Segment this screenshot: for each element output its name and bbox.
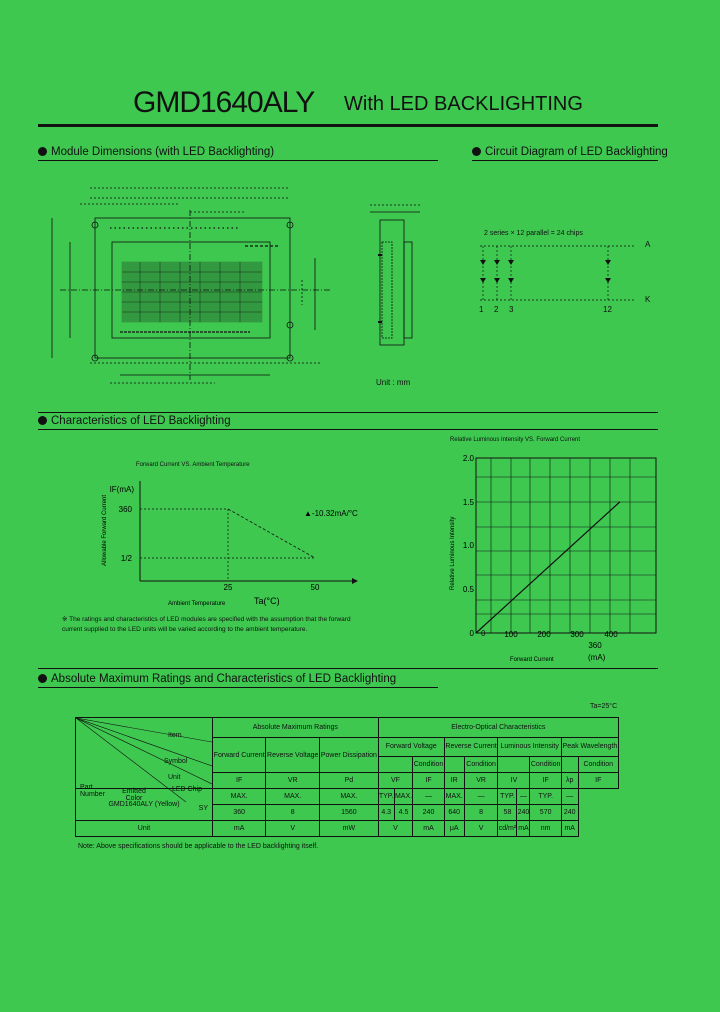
value-cell: 4.3 — [378, 804, 394, 820]
symbol-cell: λp — [561, 772, 578, 788]
chart2-xtick: 400 — [604, 630, 618, 639]
chart2-xlabel: Forward Current — [510, 657, 554, 663]
head-forward-current: Forward Current — [213, 738, 266, 772]
ratings-table — [75, 717, 619, 837]
bullet-icon — [38, 147, 47, 156]
title-rule — [38, 124, 658, 127]
chart2-plot — [440, 450, 660, 670]
unit-cell: cd/m² — [498, 820, 517, 836]
chip-number-3: 3 — [509, 305, 514, 314]
section-dimensions — [38, 146, 274, 158]
value-cell: 570 — [530, 804, 561, 820]
symbol-cell: IF — [413, 772, 444, 788]
value-cell: 58 — [498, 804, 517, 820]
divider — [472, 160, 658, 161]
section-circuit — [472, 146, 668, 158]
model-subtitle: With LED BACKLIGHTING — [344, 93, 583, 115]
chart2-xlabel-unit: (mA) — [588, 653, 606, 662]
diag-unit: Unit — [168, 774, 181, 781]
section-dimensions-label: Module Dimensions (with LED Backlighting) — [51, 146, 275, 158]
chart2-ytick: 1.0 — [462, 541, 474, 550]
cathode-label: K — [645, 295, 651, 304]
unit-cell: μA — [444, 820, 464, 836]
anode-label: A — [645, 240, 651, 249]
chart2-marker-label: 360 — [588, 641, 602, 650]
symbol-cell: VR — [464, 772, 498, 788]
grade-cell: — — [561, 788, 578, 804]
value-cell: 640 — [444, 804, 464, 820]
chart2-title: Relative Luminous Intensity VS. Forward Current — [450, 437, 581, 443]
unit-cell: V — [378, 820, 413, 836]
chart1-annotation: ▲-10.32mA/°C — [304, 509, 358, 518]
circuit-caption: 2 series × 12 parallel = 24 chips — [484, 230, 583, 237]
footer-note: Note: Above specifications should be applicable to the LED backlighting itself. — [78, 843, 319, 850]
divider — [38, 687, 438, 688]
sub-condition: Condition — [578, 756, 618, 772]
chart1-ytick-360: 360 — [118, 505, 132, 514]
grade-cell: MAX. — [394, 788, 413, 804]
symbol-cell: IF — [530, 772, 561, 788]
value-cell: 8 — [464, 804, 498, 820]
symbol-cell: IR — [444, 772, 464, 788]
section-characteristics — [38, 415, 231, 427]
chart2-xtick: 300 — [570, 630, 584, 639]
symbol-cell: IV — [498, 772, 530, 788]
symbol-cell: IF — [578, 772, 618, 788]
chart2-xtick: 200 — [537, 630, 551, 639]
head-power-dissipation: Power Dissipation — [320, 738, 379, 772]
chart2-ytick: 0 — [469, 629, 474, 638]
chart2-xtick-0: 0 — [481, 629, 486, 638]
grade-cell: TYP. — [530, 788, 561, 804]
group-electro-optical: Electro-Optical Characteristics — [378, 718, 618, 738]
symbol-cell: VR — [266, 772, 320, 788]
divider — [38, 160, 438, 161]
temperature-condition: Ta=25°C — [590, 703, 618, 710]
head-luminous-intensity: Luminous Intensity — [498, 738, 561, 756]
unit-cell: nm — [530, 820, 561, 836]
chart1-ytick-half: 1/2 — [120, 554, 132, 563]
sub-empty — [378, 756, 413, 772]
value-cell: 8 — [266, 804, 320, 820]
head-forward-voltage: Forward Voltage — [378, 738, 444, 756]
grade-cell: TYP. — [378, 788, 394, 804]
chip-number-12: 12 — [603, 305, 612, 314]
chart1-xtick-50: 50 — [310, 583, 320, 592]
section-characteristics-label: Characteristics of LED Backlighting — [51, 415, 231, 427]
chart1-xtick-25: 25 — [223, 583, 233, 592]
unit-cell: V — [464, 820, 498, 836]
unit-label: Unit : mm — [376, 378, 411, 387]
chart2-ytick: 2.0 — [462, 454, 474, 463]
value-cell: 1560 — [320, 804, 379, 820]
unit-cell: mA — [413, 820, 444, 836]
bullet-icon — [38, 674, 47, 683]
grade-cell: — — [517, 788, 530, 804]
symbol-cell: IF — [213, 772, 266, 788]
module-dimension-drawing — [40, 180, 440, 400]
bullet-icon — [472, 147, 481, 156]
chart2-plot-frame — [476, 458, 656, 633]
diag-led-chip: LED Chip — [172, 786, 202, 793]
led-chip-code: SY — [198, 804, 208, 812]
diag-part-number: Part Number — [80, 784, 105, 798]
diag-item: Item — [168, 732, 182, 739]
diag-symbol: Symbol — [164, 758, 188, 765]
chart1-plot — [90, 476, 370, 616]
grade-cell: MAX. — [213, 788, 266, 804]
chart2-ytick: 0.5 — [462, 585, 474, 594]
chart2-series-line — [476, 502, 620, 633]
characteristics-note: ※ The ratings and characteristics of LED modules are specified with the assumption that the forward current supplied to the LED units will be varied according to the ambient temperature. — [62, 616, 351, 633]
unit-cell: mA — [517, 820, 530, 836]
section-ratings-label: Absolute Maximum Ratings and Characteristics of LED Backlighting — [51, 673, 397, 685]
value-cell: 4.5 — [394, 804, 413, 820]
value-cell: 240 — [561, 804, 578, 820]
grade-cell: — — [464, 788, 498, 804]
chart2-xtick: 100 — [504, 630, 518, 639]
chart1-ylabel: Allowable Forward Current — [102, 494, 108, 566]
unit-cell: mA — [213, 820, 266, 836]
chart1-xlabel: Ambient Temperature — [168, 601, 226, 607]
sub-condition: Condition — [413, 756, 444, 772]
part-number: GMD1640ALY — [108, 800, 153, 808]
chip-number-2: 2 — [494, 305, 499, 314]
grade-cell: MAX. — [266, 788, 320, 804]
value-cell: 240 — [517, 804, 530, 820]
divider — [38, 668, 658, 669]
divider — [38, 412, 658, 413]
chart1-title: Forward Current VS. Ambient Temperature — [136, 462, 250, 468]
sub-empty — [498, 756, 530, 772]
unit-cell: mA — [561, 820, 578, 836]
unit-cell: mW — [320, 820, 379, 836]
unit-cell: V — [266, 820, 320, 836]
chart1-xlabel-symbol: Ta(°C) — [254, 596, 280, 606]
section-ratings — [38, 673, 396, 685]
grade-cell: — — [413, 788, 444, 804]
sub-empty — [561, 756, 578, 772]
model-title: GMD1640ALY — [133, 86, 315, 119]
circuit-schematic — [470, 238, 660, 318]
unit-label-cell: Unit — [76, 820, 213, 836]
chart1-x-arrow — [352, 578, 358, 584]
grade-cell: MAX. — [444, 788, 464, 804]
chart2-ytick: 1.5 — [462, 498, 474, 507]
head-peak-wavelength: Peak Wavelength — [561, 738, 618, 756]
sub-condition: Condition — [464, 756, 498, 772]
value-cell: 360 — [213, 804, 266, 820]
sub-condition: Condition — [530, 756, 561, 772]
grade-cell: TYP. — [498, 788, 517, 804]
bullet-icon — [38, 416, 47, 425]
chart2-ylabel: Relative Luminous Intensity — [450, 516, 456, 590]
grade-cell: MAX. — [320, 788, 379, 804]
part-color: (Yellow) — [154, 800, 180, 808]
head-reverse-voltage: Reverse Voltage — [266, 738, 320, 772]
symbol-cell: Pd — [320, 772, 379, 788]
part-cell — [76, 788, 213, 820]
table-diagonal-header — [76, 718, 213, 802]
chart1-ylabel-symbol: IF(mA) — [109, 485, 134, 494]
section-circuit-label: Circuit Diagram of LED Backlighting — [485, 146, 668, 158]
diag-emitted-color: Emitted Color — [122, 788, 146, 802]
chart1-derating-line — [228, 509, 315, 558]
value-cell: 240 — [413, 804, 444, 820]
group-abs-max: Absolute Maximum Ratings — [213, 718, 379, 738]
head-reverse-current: Reverse Current — [444, 738, 498, 756]
symbol-cell: VF — [378, 772, 413, 788]
divider — [38, 429, 658, 430]
sub-empty — [444, 756, 464, 772]
chip-number-1: 1 — [479, 305, 484, 314]
